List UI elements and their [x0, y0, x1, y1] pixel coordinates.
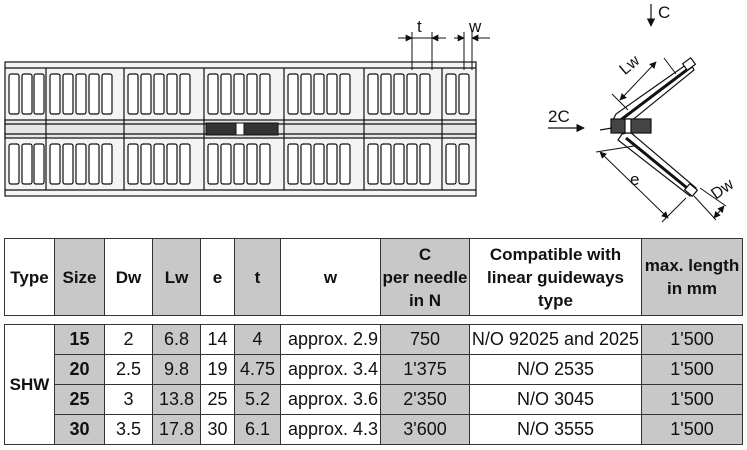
header-e: e: [201, 239, 235, 316]
force-2c-label: 2C: [548, 107, 570, 126]
w-cell: approx. 3.4: [281, 355, 381, 385]
lw-cell: 9.8: [153, 355, 201, 385]
dim-dw-label: Dw: [708, 175, 737, 204]
cage-cross-section: [600, 58, 697, 196]
c-cell: 1'375: [381, 355, 470, 385]
dw-cell: 2: [105, 325, 153, 355]
dim-w-label: w: [469, 17, 482, 36]
t-cell: 6.1: [235, 415, 281, 445]
header-compat-line: type: [538, 290, 573, 310]
header-lw: Lw: [153, 239, 201, 316]
type-cell: SHW: [5, 325, 55, 445]
t-cell: 5.2: [235, 385, 281, 415]
t-cell: 4: [235, 325, 281, 355]
header-w: w: [281, 239, 381, 316]
maxlen-cell: 1'500: [642, 415, 743, 445]
c-cell: 2'350: [381, 385, 470, 415]
e-cell: 19: [201, 355, 235, 385]
header-c-line: in N: [408, 290, 442, 310]
maxlen-cell: 1'500: [642, 355, 743, 385]
e-cell: 14: [201, 325, 235, 355]
dw-cell: 2.5: [105, 355, 153, 385]
compat-cell: N/O 2535: [470, 355, 642, 385]
compat-cell: N/O 92025 and 2025: [470, 325, 642, 355]
table-row: [5, 415, 743, 445]
cage-pockets-bottom: [9, 144, 469, 184]
table-spacer: [5, 316, 743, 325]
w-cell: approx. 2.9: [281, 325, 381, 355]
size-cell: 25: [55, 385, 105, 415]
header-size: Size: [55, 239, 105, 316]
header-compat-line: linear guideways: [487, 267, 624, 287]
dim-e-label: e: [630, 170, 640, 189]
table-row: [5, 325, 743, 355]
dw-cell: 3.5: [105, 415, 153, 445]
dw-cell: 3: [105, 385, 153, 415]
dim-lw-label: Lw: [616, 52, 644, 79]
dim-t-label: t: [417, 17, 422, 36]
cage-pockets-top: [9, 74, 469, 114]
header-t: t: [235, 239, 281, 316]
e-cell: 25: [201, 385, 235, 415]
lw-cell: 13.8: [153, 385, 201, 415]
c-cell: 750: [381, 325, 470, 355]
force-c-label: C: [658, 3, 671, 22]
header-c-line: C: [418, 244, 432, 264]
maxlen-cell: 1'500: [642, 385, 743, 415]
cage-connector: [206, 123, 278, 135]
e-cell: 30: [201, 415, 235, 445]
table-header-row: [5, 239, 743, 316]
w-cell: approx. 4.3: [281, 415, 381, 445]
spec-table: [4, 238, 743, 445]
table-row: [5, 385, 743, 415]
table-row: [5, 355, 743, 385]
header-dw: Dw: [105, 239, 153, 316]
w-cell: approx. 3.6: [281, 385, 381, 415]
header-type: Type: [5, 239, 55, 316]
compat-cell: N/O 3045: [470, 385, 642, 415]
header-c: [381, 239, 470, 316]
t-cell: 4.75: [235, 355, 281, 385]
header-compat: [470, 239, 642, 316]
compat-cell: N/O 3555: [470, 415, 642, 445]
header-compat-line: Compatible with: [489, 244, 622, 264]
size-cell: 15: [55, 325, 105, 355]
header-maxlen-line: in mm: [666, 279, 718, 298]
header-maxlen: [642, 239, 743, 316]
size-cell: 20: [55, 355, 105, 385]
lw-cell: 6.8: [153, 325, 201, 355]
size-cell: 30: [55, 415, 105, 445]
lw-cell: 17.8: [153, 415, 201, 445]
maxlen-cell: 1'500: [642, 325, 743, 355]
header-c-line: per needle: [382, 267, 468, 287]
c-cell: 3'600: [381, 415, 470, 445]
header-maxlen-line: max. length: [644, 256, 740, 275]
